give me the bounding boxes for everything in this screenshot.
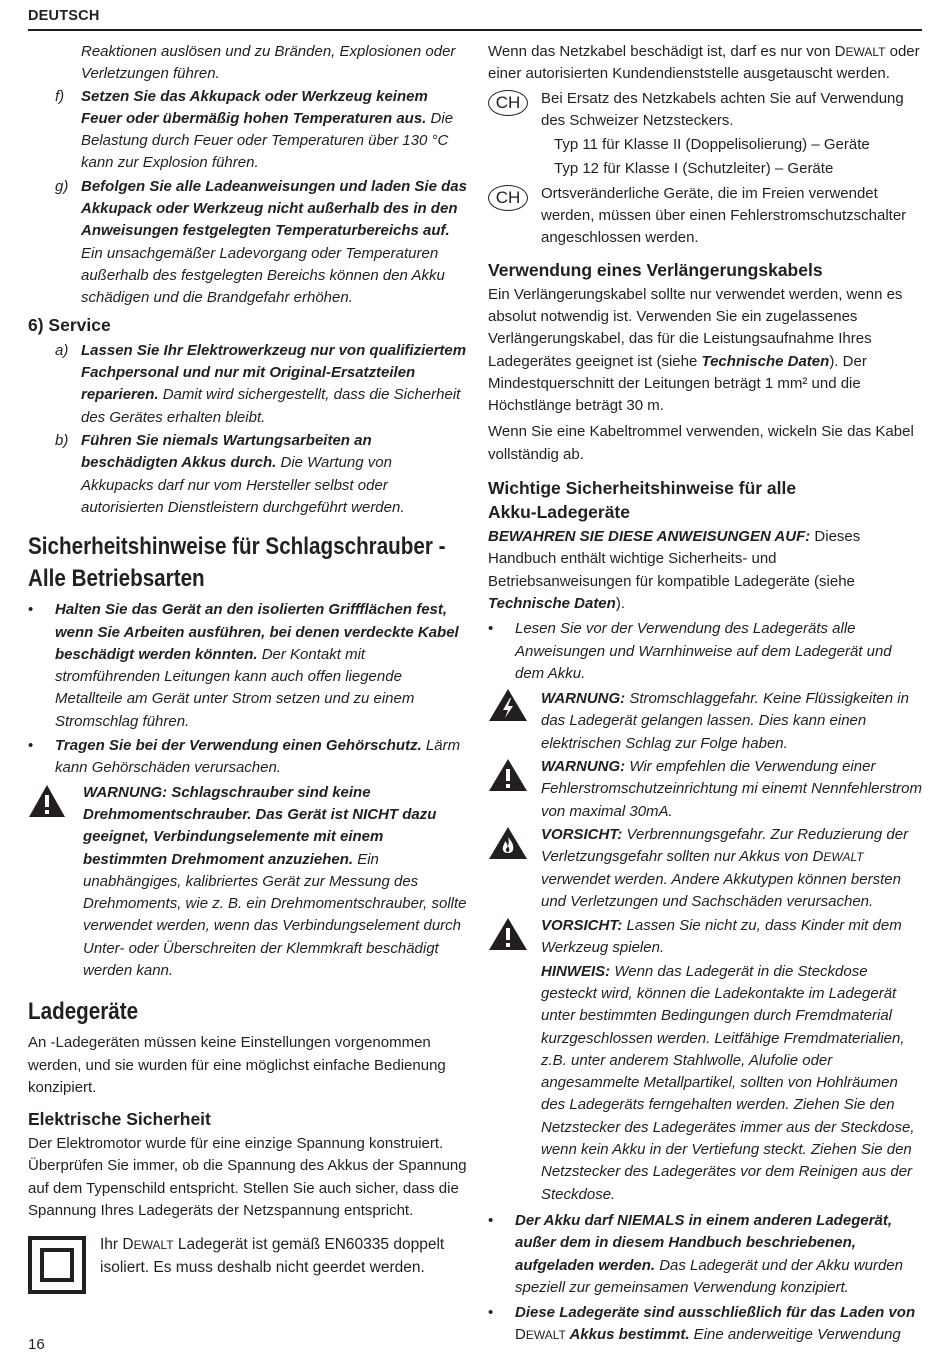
bullet-insulated-grip: • Halten Sie das Gerät an den isolierten Griffflächen fest, wenn Sie Arbeiten ausführen, bei denen verdeckte Kabel beschädigt werden könnten. Der Kontakt mit stromführenden Leitungen kann auch offen liegende Metallteile am Gerät unter Strom setzen und zu einem Stromschlag führen.	[28, 601, 459, 730]
double-insulation-note: Ihr DEWALT Ladegerät ist gemäß EN60335 doppelt isoliert. Es muss deshalb nicht geerdet werden.	[28, 1234, 468, 1279]
header-rule	[28, 29, 922, 31]
warning-rcd: WARNUNG: Wir empfehlen die Verwendung einer Fehlerstromschutzeinrichtung mi einemt Nennfehlerstrom von maximal 30mA.	[488, 756, 924, 823]
right-column	[488, 41, 924, 1350]
type-12: Typ 12 für Klasse I (Schutzleiter) – Geräte	[554, 160, 834, 178]
note-foreign-material: HINWEIS: Wenn das Ladegerät in die Steckdose gesteckt wird, können die Ladekontakte im Ladegerät unter bestimmten Bedingungen durch Fremdmaterial kurzgeschlossen werden. Leitfähige Fremdmaterialien, z.B. unter anderem Stahlwolle, Alufolie oder angesammelte Metallpartikel, sollten von Hohlräumen des Ladegeräts ferngehalten werden. Ziehen Sie den Netzstecker des Ladegerätes immer aus der Steckdose, wenn kein Akku in der Vertiefung steckt. Ziehen Sie den Netzstecker des Ladegerätes vor dem Reinigen aus der Steckdose.	[541, 962, 915, 1203]
ch-icon: CH	[488, 90, 528, 116]
charger-safety-heading: Wichtige Sicherheitshinweise für alle Akku-Ladegeräte	[488, 478, 797, 523]
item-a: a) Lassen Sie Ihr Elektrowerkzeug nur von qualifiziertem Fachpersonal und nur mit Original-Ersatzteilen reparieren. Damit wird sichergestellt, dass die Sicherheit des Gerätes erhalten bleibt.	[55, 341, 467, 426]
bullet-hearing-protection: • Tragen Sie bei der Verwendung einen Gehörschutz. Lärm kann Gehörschäden verursachen.	[28, 737, 461, 777]
double-insulation-icon	[28, 1236, 86, 1301]
left-column	[28, 41, 468, 1279]
continued-text: Reaktionen auslösen und zu Bränden, Explosionen oder Verletzungen führen.	[81, 43, 456, 83]
bullet-dot: •	[488, 1211, 494, 1229]
item-label: f)	[55, 87, 65, 105]
warning-triangle-icon	[28, 784, 66, 825]
bullet-only-dewalt: • Diese Ladegeräte sind ausschließlich für das Laden von DEWALT Akkus bestimmt. Eine anderweitige Verwendung	[488, 1304, 916, 1344]
item-b: b) Führen Sie niemals Wartungsarbeiten an beschädigten Akkus durch. Die Wartung von Akkupacks darf nur vom Hersteller selbst oder autorisierten Dienstleistern durchgeführt werden.	[55, 432, 405, 516]
bullet-dot: •	[488, 1304, 494, 1322]
fire-hazard-icon	[488, 826, 528, 867]
item-g: g) Befolgen Sie alle Ladeanweisungen und laden Sie das Akkupack oder Werkzeug nicht außerhalb des in den Anweisungen festgelegten Temperaturbereichs auf. Ein unsachgemäßer Ladevorgang oder Temperaturen außerhalb des festgelegten Bereichs können den Akku schädigen und die Brandgefahr erhöhen.	[55, 177, 467, 307]
ch-icon: CH	[488, 185, 528, 211]
bullet-dot: •	[28, 601, 34, 619]
item-label: a)	[55, 341, 69, 359]
keep-instructions-text: BEWAHREN SIE DIESE ANWEISUNGEN AUF: Dieses Handbuch enthält wichtige Sicherheits- und Betriebsanweisungen für kompatible Ladegeräte (siehe Technische Daten).	[488, 528, 861, 612]
service-heading: 6) Service	[28, 314, 111, 335]
extension-cord-text: Ein Verlängerungskabel sollte nur verwendet werden, wenn es absolut notwendig ist. Verwenden Sie ein zugelassenes Verlängerungskabel, das für die Leistungsaufnahme Ihres Ladegerätes geeignet ist (siehe Technische Daten). Der Mindestquerschnitt der Leitungen beträgt 1 mm² und die Höchstlänge beträgt 30 m.	[488, 285, 903, 415]
bullet-dot: •	[488, 620, 494, 638]
impact-wrench-heading: Sicherheitshinweise für Schlagschrauber - Alle Betriebsarten	[28, 533, 446, 593]
torque-warning: WARNUNG: Schlagschrauber sind keine Drehmomentschrauber. Das Gerät ist NICHT dazu geeignet, Verbindungselemente mit einem bestimmten Drehmoment anzuziehen. Ein unabhängiges, kalibriertes Gerät zur Messung des Drehmoments, wie z. B. ein Drehmomentschrauber, sollte verwendet werden, wenn das Verbindungselement durch Unter- oder Überschreiten der Klemmkraft beschädigt werden kann.	[28, 782, 468, 983]
chargers-heading: Ladegeräte	[28, 998, 139, 1026]
ch-note-plug: CH Bei Ersatz des Netzkabels achten Sie auf Verwendung des Schweizer Netzsteckers.	[488, 88, 924, 133]
electrical-safety-heading: Elektrische Sicherheit	[28, 1109, 211, 1130]
page-number: 16	[28, 1336, 45, 1353]
bullet-dot: •	[28, 737, 34, 755]
cable-drum-text: Wenn Sie eine Kabeltrommel verwenden, wickeln Sie das Kabel vollständig ab.	[488, 423, 914, 463]
caution-burn: VORSICHT: Verbrennungsgefahr. Zur Reduzierung der Verletzungsgefahr sollten nur Akkus von DEWALT verwendet werden. Andere Akkutypen können bersten und Verletzungen und Sachschäden verursachen.	[488, 824, 924, 913]
type-11: Typ 11 für Klasse II (Doppelisolierung) – Geräte	[554, 136, 870, 154]
item-label: b)	[55, 432, 69, 450]
warning-electric-shock: WARNUNG: Stromschlaggefahr. Keine Flüssigkeiten in das Ladegerät gelangen lassen. Dies kann einen elektrischen Schlag zur Folge haben.	[488, 688, 924, 755]
bullet-read-instructions: • Lesen Sie vor der Verwendung des Ladegeräts alle Anweisungen und Warnhinweise auf dem Ladegerät und dem Akku.	[488, 620, 892, 682]
power-cord-text: Wenn das Netzkabel beschädigt ist, darf es nur von DEWALT oder einer autorisierten Kundendienststelle ausgetauscht werden.	[488, 43, 920, 83]
chargers-text: An -Ladegeräten müssen keine Einstellungen vorgenommen werden, und sie wurden für eine möglichst einfache Bedienung konzipiert.	[28, 1034, 446, 1096]
extension-cord-heading: Verwendung eines Verlängerungskabels	[488, 259, 823, 280]
warning-triangle-icon	[488, 758, 528, 799]
ch-note-rcd: CH Ortsveränderliche Geräte, die im Freien verwendet werden, müssen über einen Fehlerstromschutzschalter angeschlossen werden.	[488, 183, 924, 250]
electrical-safety-text: Der Elektromotor wurde für eine einzige Spannung konstruiert. Überprüfen Sie immer, ob die Spannung des Akkus der Spannung auf dem Typenschild entspricht. Stellen Sie auch sicher, dass die Spannung Ihres Ladegeräts der Netzspannung entspricht.	[28, 1135, 467, 1220]
item-f: f) Setzen Sie das Akkupack oder Werkzeug keinem Feuer oder übermäßig hohen Temperaturen aus. Die Belastung durch Feuer oder Temperaturen über 130 °C kann zur Explosion führen.	[55, 87, 454, 172]
language-header: DEUTSCH	[28, 8, 100, 24]
electric-shock-warning-icon	[488, 688, 528, 729]
item-label: g)	[55, 177, 69, 195]
warning-triangle-icon	[488, 917, 528, 958]
caution-children: VORSICHT: Lassen Sie nicht zu, dass Kinder mit dem Werkzeug spielen.	[488, 915, 924, 960]
bullet-never-other-charger: • Der Akku darf NIEMALS in einem anderen Ladegerät, außer dem in diesem Handbuch beschriebenen, aufgeladen werden. Das Ladegerät und der Akku wurden speziell zur gemeinsamen Verwendung konzipiert.	[488, 1211, 903, 1296]
